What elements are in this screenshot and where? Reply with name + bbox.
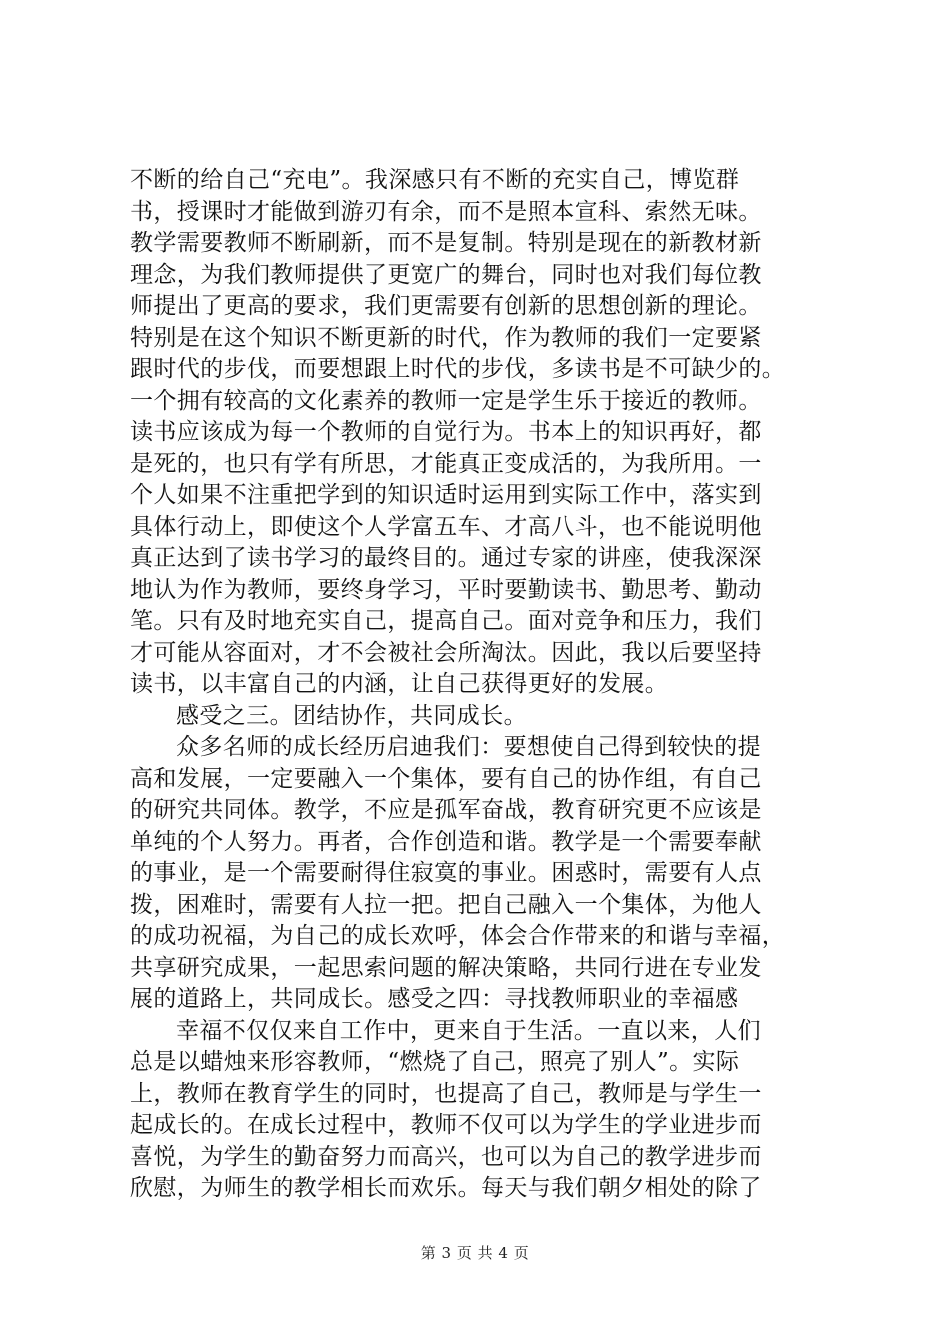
text-line: 单纯的个人努力。再者，合作创造和谐。教学是一个需要奉献 [130,828,762,855]
text-line: 喜悦，为学生的勤奋努力而高兴，也可以为自己的教学进步而 [130,1143,762,1170]
text-line: 拨，困难时，需要有人拉一把。把自己融入一个集体，为他人 [130,891,762,918]
text-line: 欣慰，为师生的教学相长而欢乐。每天与我们朝夕相处的除了 [130,1175,762,1201]
page-footer: 第 3 页 共 4 页 [420,1244,530,1262]
text-line: 高和发展，一定要融入一个集体，要有自己的协作组，有自己 [130,765,762,792]
text-line: 幸福不仅仅来自工作中，更来自于生活。一直以来，人们 [176,1017,761,1044]
text-line: 一个拥有较高的文化素养的教师一定是学生乐于接近的教师。 [130,387,762,414]
text-line: 跟时代的步伐，而要想跟上时代的步伐，多读书是不可缺少的。 [130,356,786,382]
text-line: 教学需要教师不断刷新，而不是复制。特别是现在的新教材新 [130,230,762,256]
text-line: 的研究共同体。教学，不应是孤军奋战，教育研究更不应该是 [130,797,762,823]
text-line: 众多名师的成长经历启迪我们：要想使自己得到较快的提 [176,734,761,760]
text-line: 真正达到了读书学习的最终目的。通过专家的讲座，使我深深 [130,545,762,571]
text-line: 感受之三。团结协作，共同成长。 [176,702,527,729]
text-line: 地认为作为教师，要终身学习，平时要勤读书、勤思考、勤动 [130,576,762,603]
text-line: 共享研究成果，一起思索问题的解决策略，共同行进在专业发 [130,954,762,981]
text-line: 具体行动上，即使这个人学富五车、才高八斗，也不能说明他 [130,513,762,540]
text-line: 上，教师在教育学生的同时，也提高了自己，教师是与学生一 [130,1080,762,1107]
text-line: 是死的，也只有学有所思，才能真正变成活的，为我所用。一 [130,450,762,477]
text-line: 的成功祝福，为自己的成长欢呼，体会合作带来的和谐与幸福， [130,923,786,949]
text-line: 特别是在这个知识不断更新的时代，作为教师的我们一定要紧 [130,324,762,351]
text-line: 总是以蜡烛来形容教师，“燃烧了自己，照亮了别人”。实际 [130,1049,740,1075]
text-line: 笔。只有及时地充实自己，提高自己。面对竞争和压力，我们 [130,608,762,634]
text-line: 不断的给自己“充电”。我深感只有不断的充实自己，博览群 [130,167,740,193]
text-line: 读书，以丰富自己的内涵，让自己获得更好的发展。 [130,671,669,697]
text-line: 书，授课时才能做到游刃有余，而不是照本宣科、索然无味。 [130,198,762,225]
text-line: 展的道路上，共同成长。感受之四：寻找教师职业的幸福感 [130,986,739,1012]
text-line: 师提出了更高的要求，我们更需要有创新的思想创新的理论。 [130,293,762,319]
body-text [130,165,850,1205]
text-line: 读书应该成为每一个教师的自觉行为。书本上的知识再好，都 [130,419,762,445]
text-line: 理念，为我们教师提供了更宽广的舞台，同时也对我们每位教 [130,261,762,288]
text-line: 才可能从容面对，才不会被社会所淘汰。因此，我以后要坚持 [130,639,762,666]
text-line: 的事业，是一个需要耐得住寂寞的事业。困惑时，需要有人点 [130,860,762,886]
text-line: 个人如果不注重把学到的知识适时运用到实际工作中，落实到 [130,482,762,508]
text-line: 起成长的。在成长过程中，教师不仅可以为学生的学业进步而 [130,1112,762,1138]
